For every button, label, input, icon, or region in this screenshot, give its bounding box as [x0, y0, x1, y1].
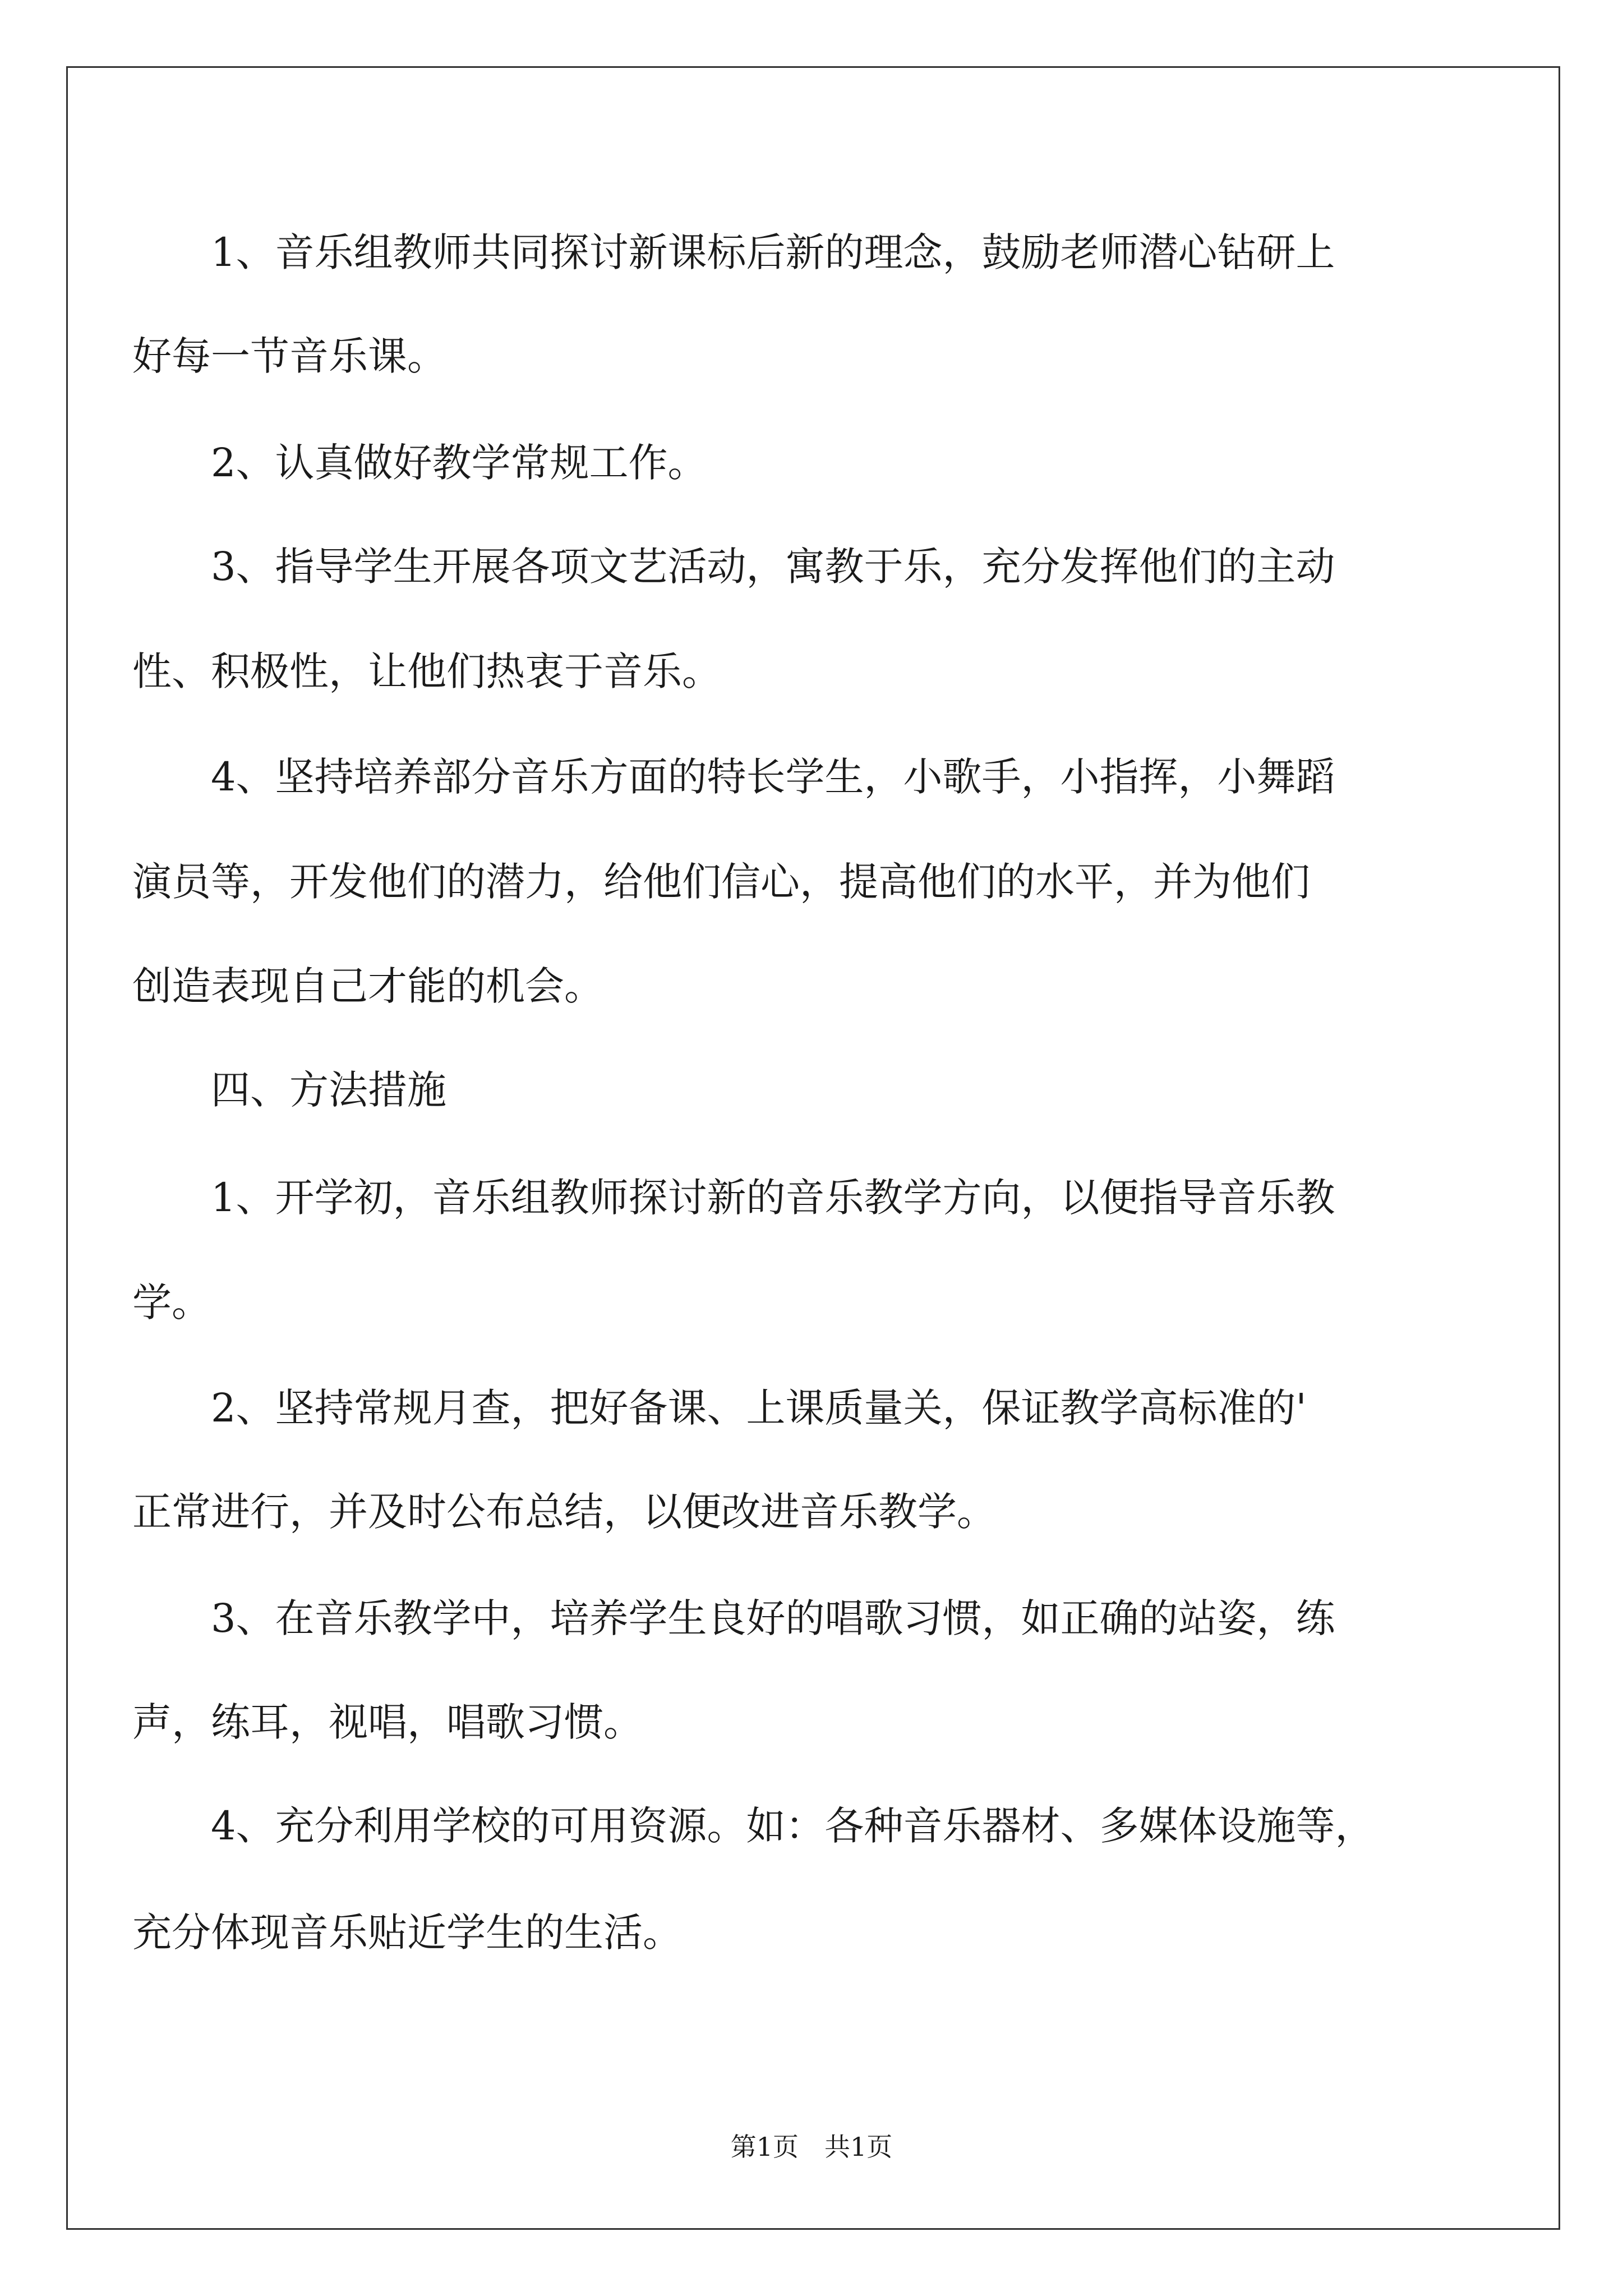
- text-line: 创造表现自己才能的机会。: [132, 963, 603, 1009]
- text-line: 1、音乐组教师共同探讨新课标后新的理念，鼓励老师潜心钻研上: [132, 229, 1335, 275]
- page-frame: [66, 66, 1560, 2230]
- text-line: 声，练耳，视唱，唱歌习惯。: [132, 1699, 643, 1745]
- text-line: 性、积极性，让他们热衷于音乐。: [132, 648, 721, 694]
- text-line: 2、认真做好教学常规工作。: [132, 440, 707, 486]
- text-line: 4、坚持培养部分音乐方面的特长学生，小歌手，小指挥，小舞蹈: [132, 754, 1335, 800]
- text-line: 3、在音乐教学中，培养学生良好的唱歌习惯，如正确的站姿，练: [132, 1595, 1335, 1641]
- text-line: 演员等，开发他们的潜力，给他们信心，提高他们的水平，并为他们: [132, 859, 1310, 905]
- text-line: 学。: [132, 1280, 211, 1326]
- text-line: 3、指导学生开展各项文艺活动，寓教于乐，充分发挥他们的主动: [132, 544, 1335, 590]
- text-line: 2、坚持常规月查，把好备课、上课质量关，保证教学高标准的': [132, 1385, 1307, 1431]
- section-heading: 四、方法措施: [132, 1067, 446, 1113]
- page-footer: 第1页 共1页: [730, 2132, 893, 2162]
- text-line: 充分体现音乐贴近学生的生活。: [132, 1910, 682, 1955]
- text-line: 1、开学初，音乐组教师探讨新的音乐教学方向，以便指导音乐教: [132, 1175, 1335, 1221]
- text-line: 好每一节音乐课。: [132, 333, 446, 379]
- text-line: 正常进行，并及时公布总结，以便改进音乐教学。: [132, 1489, 996, 1535]
- text-line: 4、充分利用学校的可用资源。如：各种音乐器材、多媒体设施等，: [132, 1803, 1375, 1849]
